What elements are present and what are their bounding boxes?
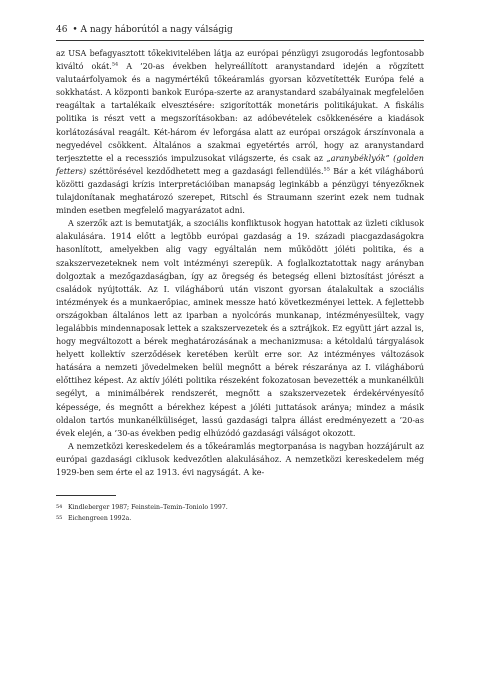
text-run: A nemzetközi kereskedelem és a tőkeáramlás megtorpanása is nagyban hozzájárult az európai gazdasági ciklusok kedvezőtlen alakulásához. A nemzetközi kereskedelem még 1929-ben sem érte el az 1913. évi nagyságát. A ke- [56, 441, 424, 477]
page-number: 46 [56, 25, 68, 35]
footnote [56, 513, 424, 524]
text-run: széttörésével kezdődhetett meg a gazdasági fellendülés. [86, 166, 324, 176]
footnote [56, 502, 424, 513]
text-run: Bár a két világháború közötti gazdasági krízis interpretációiban manapság leginkább a pénzügyi tényezőknek tulajdonítanak meghatározó szerepet, Ritschl és Straumann szerint ezek nem tudnak minden esetben megfelelő magyarázatot adni. [56, 166, 424, 216]
running-head [56, 24, 424, 36]
text-run: A ’20-as években helyreállított aranystandard idején a rögzített valutaárfolyamok és a nagymértékű tőkeáramlás gyorsan közvetítették Európa felé a sokkhatást. A központi bankok Európa-szerte az aranystandard szabályainak megfelelően reagáltak a tartalékaik elvesztésére: szigorították monetáris politikájukat. A fiskális politika is részt vett a megszorításokban: az adóbevételek csökkenésére a kiadások korlátozásával reagált. Két-három év leforgása alatt az európai országok árszínvonala a negyedével csökkent. Általános a szakmai egyetértés arról, hogy az aranystandard terjesztette el a recessziós impulzusokat világszerte, és csak az [56, 62, 424, 163]
chapter-title: A nagy háborútól a nagy válságig [80, 25, 233, 35]
body-text [56, 47, 424, 479]
header-bullet: • [72, 25, 78, 35]
book-page [56, 24, 424, 524]
footnote-number: 54 [56, 504, 63, 511]
paragraph [56, 47, 424, 217]
paragraph [56, 217, 424, 440]
paragraph [56, 440, 424, 479]
text-run: az USA befagyasztott tőkekivitelében látja az európai pénzügyi zsugorodás legfontosabb kiváltó okát. [56, 49, 424, 72]
text-run: A szerzők azt is bemutatják, a szociális konfliktusok hogyan hatottak az üzleti ciklusok alakulására. 1914 előtt a legtöbb európai gazdaság a 19. századi piacgazdaságokra hasonlított, amelyekben alig vagy egyáltalán nem működött jóléti politika, és a szakszervezeteknek nem volt intézményi szerepük. A foglalkoztatottak nagy arányban dolgoztak a mezőgazdaságban, így az öregség és betegség elleni biztosítást jórészt a családok nyújtották. Az I. világháború után viszont gyorsan átalakultak a szociális intézmények és a munkaerőpiac, aminek messze ható következményei lettek. A fejlettebb országokban általános lett az iparban a nyolcórás munkanap, intézményesültek, vagy legalábbis mindennaposak lettek a szakszervezetek és a sztrájkok. Ez együtt járt azzal is, hogy megváltozott a bérek meghatározásának a mechanizmusa: a kétoldalú tárgyalások helyett kollektív szerződések keretében került erre sor. Az intézményes változások hatására a nemzeti jövedelmeken belül megnőtt a bérek részaránya az I. világháború előttihez képest. Az aktív jóléti politika részeként fokozatosan bevezették a munkanélküli segélyt, a minimálbérek rendszerét, megnőtt a szakszervezetek érdekérvényesítő képessége, és megnőtt a bérekhez képest a jóléti juttatások aránya; mindez a másik oldalon tartós munkanélküliséget, lassú gazdasági talpra állást eredményezett a ’20-as évek elején, a ’30-as években pedig elhúzódó gazdasági válságot okozott. [56, 219, 424, 438]
footnote-ref: 55 [323, 166, 330, 173]
italic-text: „aranybéklyók” (golden fetters) [56, 153, 424, 176]
footnote-text: Kindleberger 1987; Feinstein–Temin–Toniolo 1997. [68, 504, 228, 512]
footnote-number: 55 [56, 515, 63, 522]
footnotes [56, 502, 424, 524]
header-rule [56, 40, 424, 41]
footnote-ref: 54 [111, 61, 119, 68]
footnote-text: Eichengreen 1992a. [68, 515, 132, 523]
footnote-rule [56, 495, 116, 496]
